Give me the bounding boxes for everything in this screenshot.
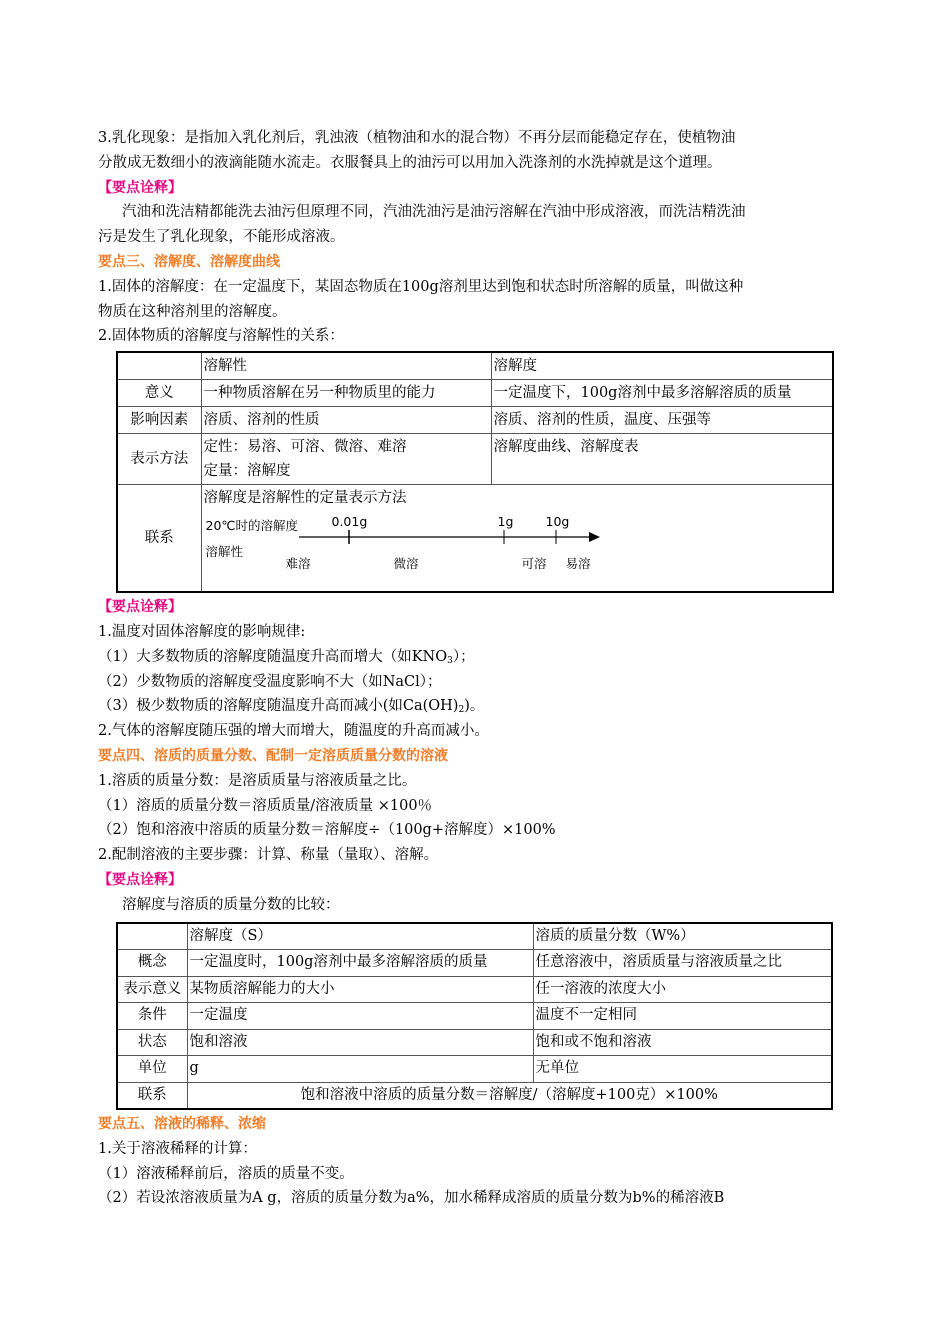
zone-label: 微溶 bbox=[393, 556, 419, 572]
table-row bbox=[117, 1056, 832, 1083]
table-cell bbox=[201, 434, 491, 485]
subscript: 3 bbox=[447, 655, 453, 666]
tick-label: 10g bbox=[545, 514, 570, 530]
table-row bbox=[117, 976, 832, 1003]
row-label: 概念 bbox=[117, 950, 187, 977]
note2-item-2: （2）少数物质的溶解度受温度影响不大（如NaCl）； bbox=[98, 673, 442, 690]
table-cell bbox=[117, 923, 187, 950]
table-row bbox=[117, 352, 833, 380]
emulsion-line-1: 3.乳化现象：是指加入乳化剂后，乳浊液（植物油和水的混合物）不再分层而能稳定存在，使植物油 bbox=[98, 130, 736, 146]
sec4-item-2: （2）饱和溶液中溶质的质量分数＝溶解度÷（100g+溶解度）×100% bbox=[98, 822, 556, 839]
row-label: 表示意义 bbox=[117, 976, 187, 1003]
relation-text: 溶解度是溶解性的定量表示方法 bbox=[203, 490, 407, 507]
table-cell: 温度不一定相同 bbox=[533, 1003, 832, 1030]
section-3-heading: 要点三、溶解度、溶解度曲线 bbox=[98, 253, 280, 270]
relation-cell: 饱和溶液中溶质的质量分数＝溶解度/（溶解度+100克）×100% bbox=[187, 1082, 832, 1109]
table-row bbox=[117, 434, 833, 485]
sec3-p1-line-1: 1.固体的溶解度：在一定温度下，某固态物质在100g溶剂里达到饱和状态时所溶解的质量，叫做这种 bbox=[98, 278, 744, 295]
note-title-3: 【要点诠释】 bbox=[98, 871, 182, 888]
tick-label: 0.01g bbox=[331, 514, 368, 530]
comparison-table bbox=[116, 922, 833, 1111]
row-label: 表示方法 bbox=[117, 434, 201, 485]
table-cell: 一定温度时，100g溶剂中最多溶解溶质的质量 bbox=[187, 950, 533, 977]
solubility-table bbox=[116, 351, 834, 593]
subscript: 2 bbox=[458, 705, 465, 716]
sec3-p2: 2.固体物质的溶解度与溶解性的关系： bbox=[98, 328, 344, 345]
sec4-item-1: （1）溶质的质量分数＝溶质质量/溶液质量 ×100％ bbox=[98, 797, 433, 814]
emulsion-line-2: 分散成无数细小的液滴能随水流走。衣服餐具上的油污可以用加入洗涤剂的水洗掉就是这个道理。 bbox=[98, 154, 722, 171]
table-row bbox=[117, 1029, 832, 1056]
table-cell: 溶解度曲线、溶解度表 bbox=[491, 434, 833, 485]
zone-label: 易溶 bbox=[565, 556, 591, 572]
scale-axis bbox=[204, 510, 604, 590]
row-label: 联系 bbox=[117, 485, 201, 593]
note1-line-1: 汽油和洗洁精都能洗去油污但原理不同，汽油洗油污是油污溶解在汽油中形成溶液，而洗洁精洗油 bbox=[122, 204, 746, 221]
zone-label: 可溶 bbox=[521, 556, 547, 572]
table-cell: 一定温度 bbox=[187, 1003, 533, 1030]
table-cell: 无单位 bbox=[533, 1056, 832, 1083]
row-label: 状态 bbox=[117, 1029, 187, 1056]
sec5-item-2: （2）若设浓溶液质量为A g，溶质的质量分数为a%，加水稀释成溶质的质量分数为b%的稀溶液B bbox=[98, 1190, 725, 1207]
table-cell bbox=[117, 352, 201, 380]
table-cell: g bbox=[187, 1056, 533, 1083]
table-row bbox=[117, 407, 833, 434]
table-cell: 溶质、溶剂的性质 bbox=[201, 407, 491, 434]
sec4-p2: 2.配制溶液的主要步骤：计算、称量（量取）、溶解。 bbox=[98, 847, 439, 864]
tick-label: 1g bbox=[497, 514, 514, 530]
table-cell: 饱和或不饱和溶液 bbox=[533, 1029, 832, 1056]
row-label: 意义 bbox=[117, 380, 201, 407]
note2-item-1-end: ）； bbox=[452, 648, 475, 665]
document-page bbox=[98, 126, 855, 1211]
table-cell: 一种物质溶解在另一种物质里的能力 bbox=[201, 380, 491, 407]
note2-p1: 1.温度对固体溶解度的影响规律: bbox=[98, 623, 306, 640]
note3-intro: 溶解度与溶质的质量分数的比较： bbox=[122, 896, 340, 913]
table-cell: 任意溶液中，溶质质量与溶液质量之比 bbox=[533, 950, 832, 977]
axis-arrow bbox=[589, 532, 600, 542]
row-label: 联系 bbox=[117, 1082, 187, 1109]
table-cell: 某物质溶解能力的大小 bbox=[187, 976, 533, 1003]
relation-cell bbox=[201, 485, 833, 593]
table-cell: 饱和溶液 bbox=[187, 1029, 533, 1056]
note1-line-2: 污是发生了乳化现象，不能形成溶液。 bbox=[98, 229, 345, 246]
table-cell: 一定温度下，100g溶剂中最多溶解溶质的质量 bbox=[491, 380, 833, 407]
table-header: 溶解度（S） bbox=[187, 923, 533, 950]
table-row bbox=[117, 485, 833, 593]
note-title-1: 【要点诠释】 bbox=[98, 179, 182, 196]
section-5-heading: 要点五、溶液的稀释、浓缩 bbox=[98, 1116, 266, 1133]
diagram-row-label-solubility: 20℃时的溶解度 bbox=[205, 518, 298, 534]
note2-item-3-end: )。 bbox=[464, 698, 485, 715]
sec5-p1: 1.关于溶液稀释的计算： bbox=[98, 1140, 257, 1157]
table-row bbox=[117, 380, 833, 407]
table-header: 溶解度 bbox=[491, 352, 833, 380]
section-4-heading: 要点四、溶质的质量分数、配制一定溶质质量分数的溶液 bbox=[98, 747, 448, 764]
sec3-p1-line-2: 物质在这种溶剂里的溶解度。 bbox=[98, 303, 287, 320]
quantitative-text: 定量：溶解度 bbox=[203, 463, 291, 480]
row-label: 单位 bbox=[117, 1056, 187, 1083]
note2-p2: 2.气体的溶解度随压强的增大而增大，随温度的升高而减小。 bbox=[98, 723, 489, 740]
solubility-scale-diagram bbox=[204, 510, 604, 590]
note-title-2: 【要点诠释】 bbox=[98, 599, 182, 616]
sec5-item-1: （1）溶液稀释前后，溶质的质量不变。 bbox=[98, 1165, 354, 1182]
row-label: 条件 bbox=[117, 1003, 187, 1030]
qualitative-text: 定性：易溶、可溶、微溶、难溶 bbox=[203, 439, 407, 456]
table-row bbox=[117, 950, 832, 977]
table-row bbox=[117, 1082, 832, 1109]
table-header: 溶质的质量分数（W%） bbox=[533, 923, 832, 950]
zone-label: 难溶 bbox=[285, 556, 311, 572]
table-cell: 任一溶液的浓度大小 bbox=[533, 976, 832, 1003]
table-header: 溶解性 bbox=[201, 352, 491, 380]
row-label: 影响因素 bbox=[117, 407, 201, 434]
note2-item-1-text: （1）大多数物质的溶解度随温度升高而增大（如KNO bbox=[98, 648, 448, 665]
table-cell: 溶质、溶剂的性质，温度、压强等 bbox=[491, 407, 833, 434]
note2-item-3-text: （3）极少数物质的溶解度随温度升高而减小(如Ca(OH) bbox=[98, 698, 459, 715]
note2-item-3 bbox=[98, 694, 855, 719]
note2-item-1 bbox=[98, 645, 855, 670]
table-row bbox=[117, 923, 832, 950]
table-row bbox=[117, 1003, 832, 1030]
diagram-row-label-solubility-class: 溶解性 bbox=[205, 544, 244, 560]
sec4-p1: 1.溶质的质量分数：是溶质质量与溶液质量之比。 bbox=[98, 772, 417, 789]
